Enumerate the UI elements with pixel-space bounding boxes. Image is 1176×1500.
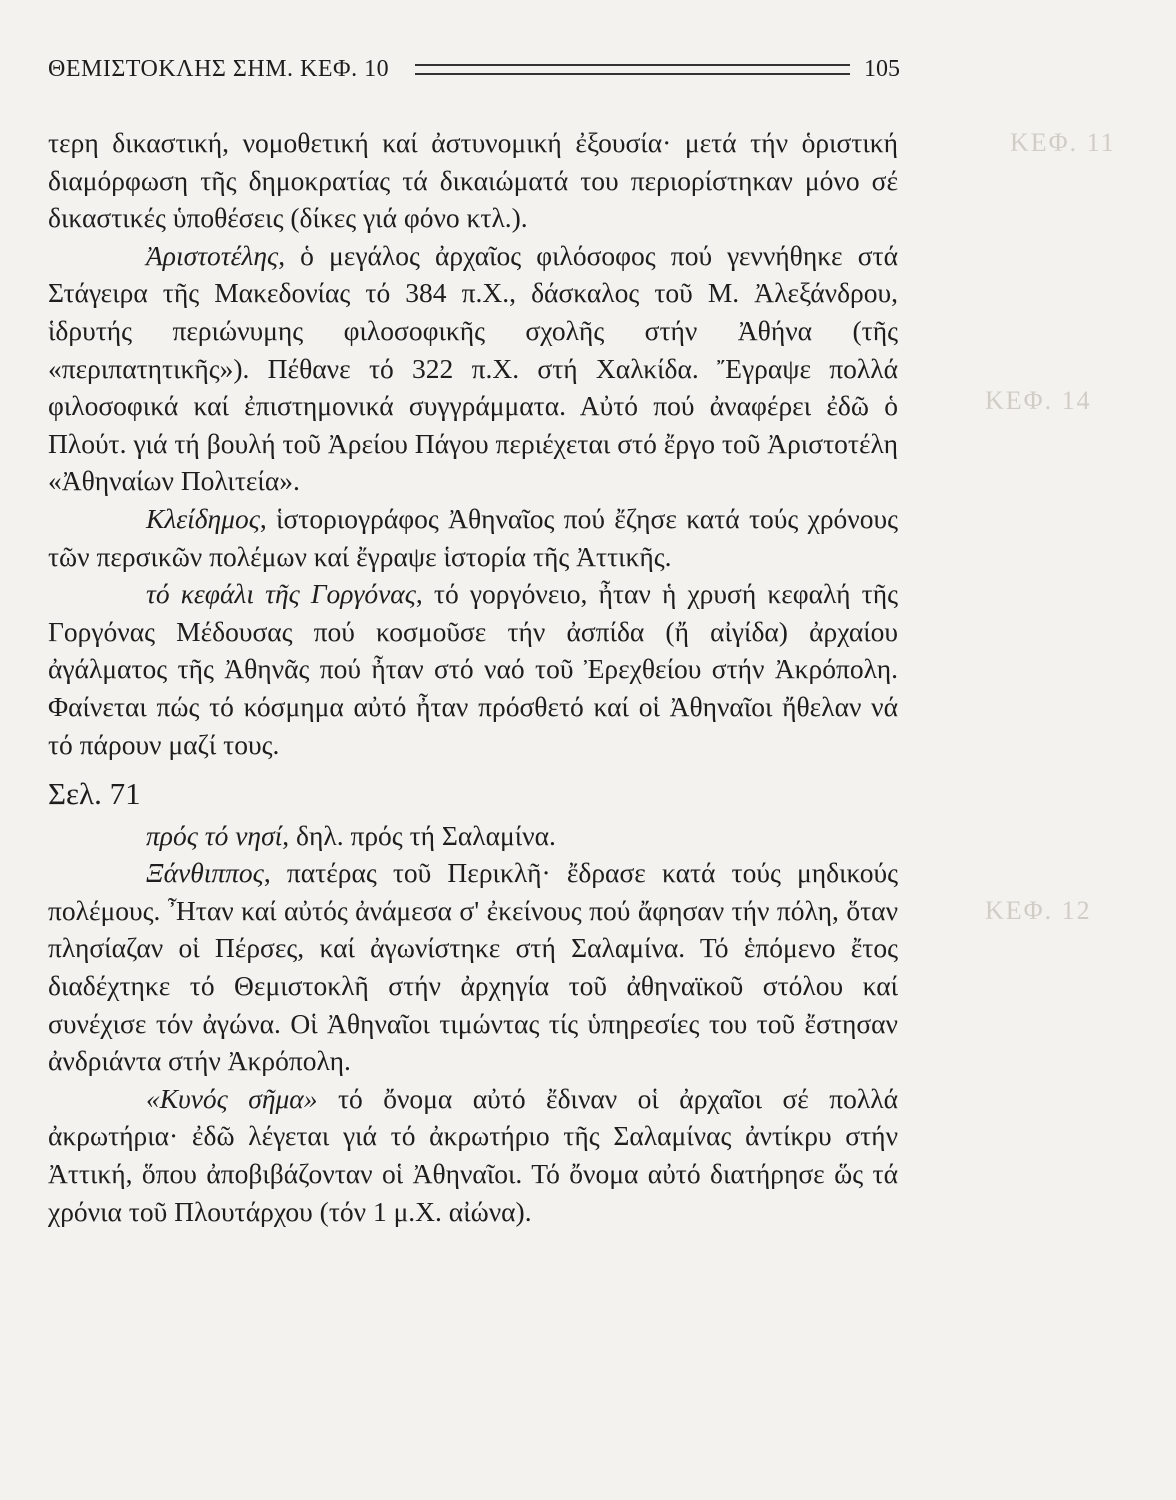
note-term: Κλείδημος xyxy=(146,502,260,534)
note-island xyxy=(48,817,898,855)
note-text: , ὁ μεγάλος ἀρχαῖος φιλόσοφος πού γεννήθηκε στά Στάγειρα τῆς Μακεδονίας τό 384 π.Χ., δάσκαλος τοῦ Μ. Ἀλεξάνδρου, ἱδρυτής περιώνυμης φιλοσοφικῆς σχολῆς στήν Ἀθήνα (τῆς «περιπατητικῆς»). Πέθανε τό 322 π.Χ. στή Χαλκίδα. Ἔγραψε πολλά φιλοσοφικά καί ἐπιστημονικά συγγράμματα. Αὐτό πού ἀναφέρει ἐδῶ ὁ Πλούτ. γιά τή βουλή τοῦ Ἀρείου Πάγου περιέχεται στό ἔργο τοῦ Ἀριστοτέλη «Ἀθηναίων Πολιτεία». xyxy=(48,239,898,497)
note-text: , πατέρας τοῦ Περικλῆ· ἔδρασε κατά τούς μηδικούς πολέμους. Ἦταν καί αὐτός ἀνάμεσα σ' ἐκείνους πού ἄφησαν τήν πόλη, ὅταν πλησίαζαν οἱ Πέρσες, καί ἀγωνίστηκε στή Σαλαμίνα. Τό ἑπόμενο ἔτος διαδέχτηκε τό Θεμιστοκλῆ στήν ἀρχηγία τοῦ ἀθηναϊκοῦ στόλου καί συνέχισε τόν ἀγώνα. Οἱ Ἀθηναῖοι τιμώντας τίς ὑπηρεσίες του τοῦ ἔστησαν ἀνδριάντα στήν Ἀκρόπολη. xyxy=(48,857,898,1077)
running-head-rule xyxy=(415,64,850,75)
note-text: τό ὄνομα αὐτό ἔδιναν οἱ ἀρχαῖοι σέ πολλά ἀκρωτήρια· ἐδῶ λέγεται γιά τό ἀκρωτήριο τῆς Σαλαμίνας ἀντίκρυ στήν Ἀττική, ὅπου ἀποβιβάζονταν οἱ Ἀθηναῖοι. Τό ὄνομα αὐτό διατήρησε ὥς τά χρόνια τοῦ Πλουτάρχου (τόν 1 μ.Χ. αἰώνα). xyxy=(48,1082,898,1227)
margin-bleed-3: ΚΕΦ. 12 xyxy=(985,896,1092,925)
note-aristoteles xyxy=(48,237,898,500)
paragraph-continuation: τερη δικαστική, νομοθετική καί ἀστυνομική ἐξουσία· μετά τήν ὁριστική διαμόρφωση τῆς δημοκρατίας τά δικαιώματά του περιορίστηκαν μόνο σέ δικαστικές ὑποθέσεις (δίκες γιά φόνο κτλ.). xyxy=(48,127,898,234)
section-label: Σελ. 71 xyxy=(48,776,141,812)
note-gorgon-head xyxy=(48,575,898,763)
note-term: Ἀριστοτέλης xyxy=(146,239,279,271)
page-number: 105 xyxy=(864,55,900,82)
note-term: Ξάνθιππος xyxy=(146,857,264,889)
note-text: , δηλ. πρός τή Σαλαμίνα. xyxy=(282,819,556,851)
note-term: «Κυνός σῆμα» xyxy=(146,1082,318,1114)
running-head xyxy=(48,52,900,86)
note-text: , ἱστοριογράφος Ἀθηναῖος πού ἔζησε κατά τούς χρόνους τῶν περσικῶν πολέμων καί ἔγραψε ἱστορία τῆς Ἀττικῆς. xyxy=(48,502,898,572)
note-text: , τό γοργόνειο, ἦταν ἡ χρυσή κεφαλή τῆς Γοργόνας Μέδουσας πού κοσμοῦσε τήν ἀσπίδα (ἤ αἰγίδα) ἀρχαίου ἀγάλματος τῆς Ἀθηνᾶς πού ἦταν στό ναό τοῦ Ἐρεχθείου στήν Ἀκρόπολη. Φαίνεται πώς τό κόσμημα αὐτό ἦταν πρόσθετό καί οἱ Ἀθηναῖοι ἤθελαν νά τό πάρουν μαζί τους. xyxy=(48,578,898,760)
body-text xyxy=(48,124,898,1230)
note-xanthippos xyxy=(48,854,898,1080)
running-head-title: ΘΕΜΙΣΤΟΚΛΗΣ ΣΗΜ. ΚΕΦ. 10 xyxy=(48,55,390,82)
margin-bleed-2: ΚΕΦ. 14 xyxy=(985,386,1092,415)
note-term: τό κεφάλι τῆς Γοργόνας xyxy=(146,578,416,610)
note-kleidemos xyxy=(48,500,898,575)
note-term: πρός τό νησί xyxy=(146,819,283,851)
note-kynos-sema xyxy=(48,1080,898,1230)
margin-bleed-1: ΚΕΦ. 11 xyxy=(1010,128,1116,157)
